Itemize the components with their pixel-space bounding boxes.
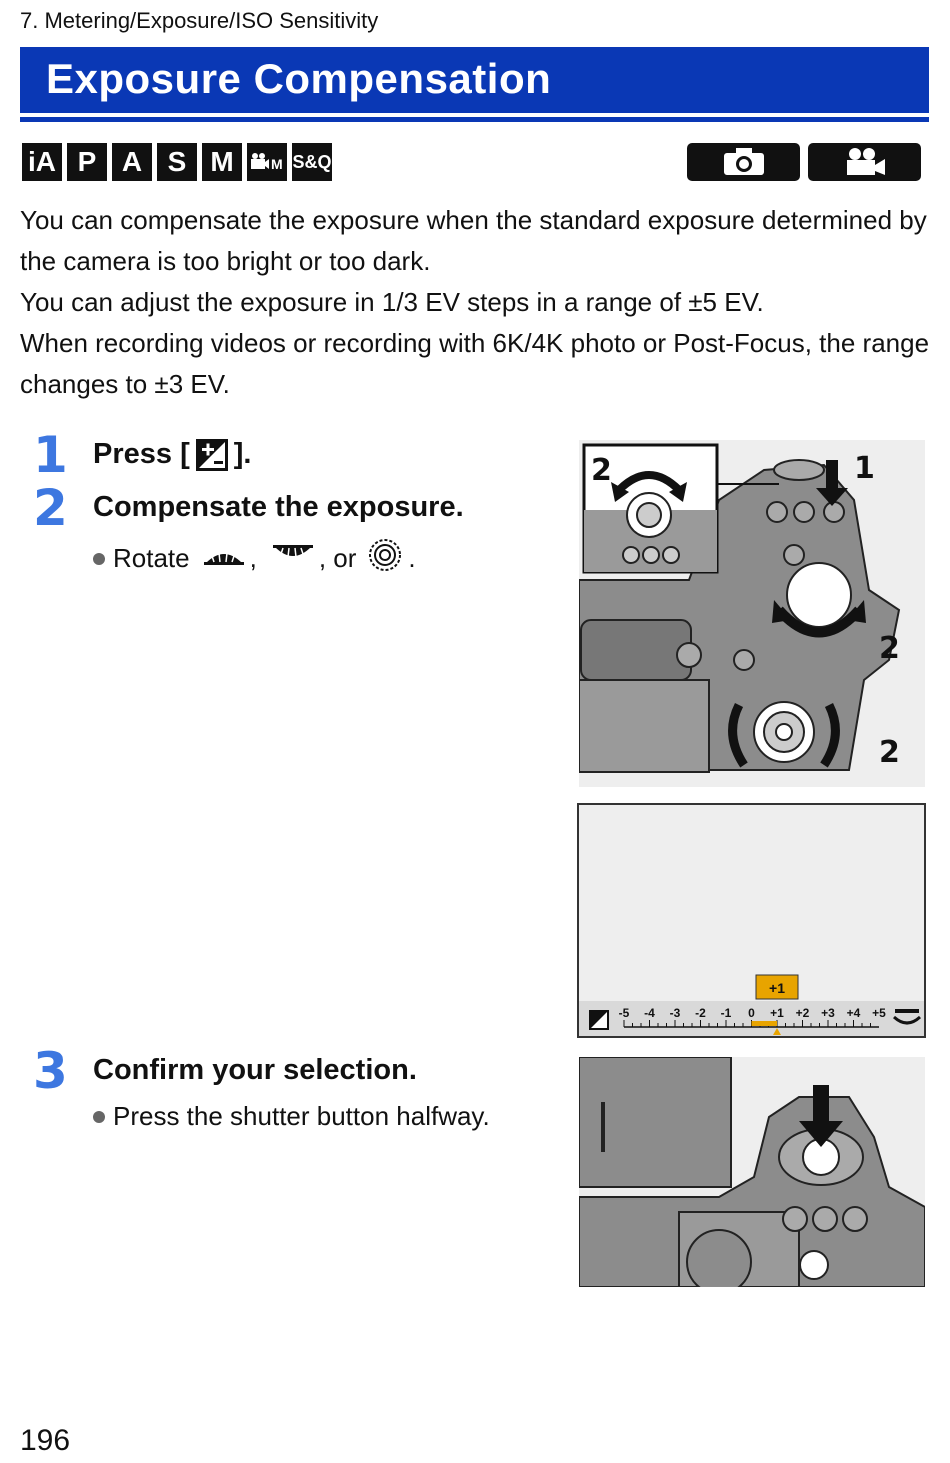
mode-sq-icon: S&Q (292, 143, 332, 181)
title-underline (20, 117, 929, 122)
scale-label: -4 (644, 1006, 655, 1020)
scale-label: +4 (846, 1006, 861, 1020)
intro-text (20, 200, 930, 405)
step-title: Compensate the exposure. (93, 491, 464, 523)
bullet-dot (93, 1111, 105, 1123)
intro-paragraph: When recording videos or recording with 6K/4K photo or Post-Focus, the range changes to ±3 EV. (20, 328, 930, 399)
scale-label: +1 (770, 1006, 784, 1020)
mode-ia-icon: iA (22, 143, 62, 181)
callout-number: 2 (879, 735, 900, 770)
bullet-text: , (249, 543, 257, 573)
page-number: 196 (20, 1424, 71, 1457)
step-bullet (93, 538, 416, 579)
exposure-comp-button-icon (196, 439, 228, 471)
bullet-text: Rotate (113, 543, 190, 573)
callout-number: 1 (854, 451, 875, 486)
step-title: Confirm your selection. (93, 1054, 417, 1086)
photo-camera-icon (687, 143, 800, 181)
callout-number: 2 (591, 453, 612, 488)
svg-text:M: M (271, 156, 283, 172)
page-title: Exposure Compensation (46, 55, 552, 102)
video-camera-icon (808, 143, 921, 181)
callout-number: 2 (879, 631, 900, 666)
scale-label: +2 (795, 1006, 810, 1020)
exposure-scale (579, 805, 924, 1036)
shutter-button-illustration (579, 1057, 925, 1287)
step-number: 2 (33, 479, 68, 537)
scale-label: -3 (669, 1006, 681, 1020)
rear-dial-icon (273, 543, 313, 574)
breadcrumb: 7. Metering/Exposure/ISO Sensitivity (20, 8, 379, 33)
recording-type-icons (687, 143, 921, 181)
intro-paragraph: You can adjust the exposure in 1/3 EV steps in a range of ±5 EV. (20, 287, 764, 317)
mode-m-icon: M (202, 143, 242, 181)
scale-label: -2 (695, 1006, 706, 1020)
step-number: 1 (33, 426, 68, 484)
step-title (93, 438, 251, 471)
mode-p-icon: P (67, 143, 107, 181)
value-badge-text: +1 (769, 980, 785, 996)
camera-dials-illustration (579, 440, 925, 787)
title-bar (20, 47, 929, 113)
scale-label: -5 (618, 1006, 630, 1020)
step-title-text: Press [ (93, 438, 190, 470)
mode-s-icon: S (157, 143, 197, 181)
step-number: 3 (33, 1042, 68, 1100)
step-title-text: ]. (233, 438, 252, 470)
mode-creative-video-icon (247, 143, 287, 181)
bullet-text: , or (318, 543, 357, 573)
step-bullet (93, 1101, 490, 1132)
mode-icons (22, 143, 332, 181)
bullet-text: . (408, 543, 416, 573)
selected-range-bar (752, 1021, 778, 1026)
bullet-text: Press the shutter button halfway. (113, 1101, 490, 1131)
exposure-scale-screen (577, 803, 926, 1038)
scale-label: -1 (720, 1006, 732, 1020)
exposure-comp-indicator-icon (589, 1010, 609, 1030)
scale-label: +3 (821, 1006, 835, 1020)
bullet-dot (93, 553, 105, 565)
control-dial-icon (368, 538, 402, 579)
scale-label: +5 (872, 1006, 886, 1020)
scale-label: 0 (748, 1006, 755, 1020)
mode-a-icon: A (112, 143, 152, 181)
intro-paragraph: You can compensate the exposure when the standard exposure determined by the camera is too bright or too dark. (20, 205, 927, 276)
front-dial-icon (204, 543, 244, 574)
